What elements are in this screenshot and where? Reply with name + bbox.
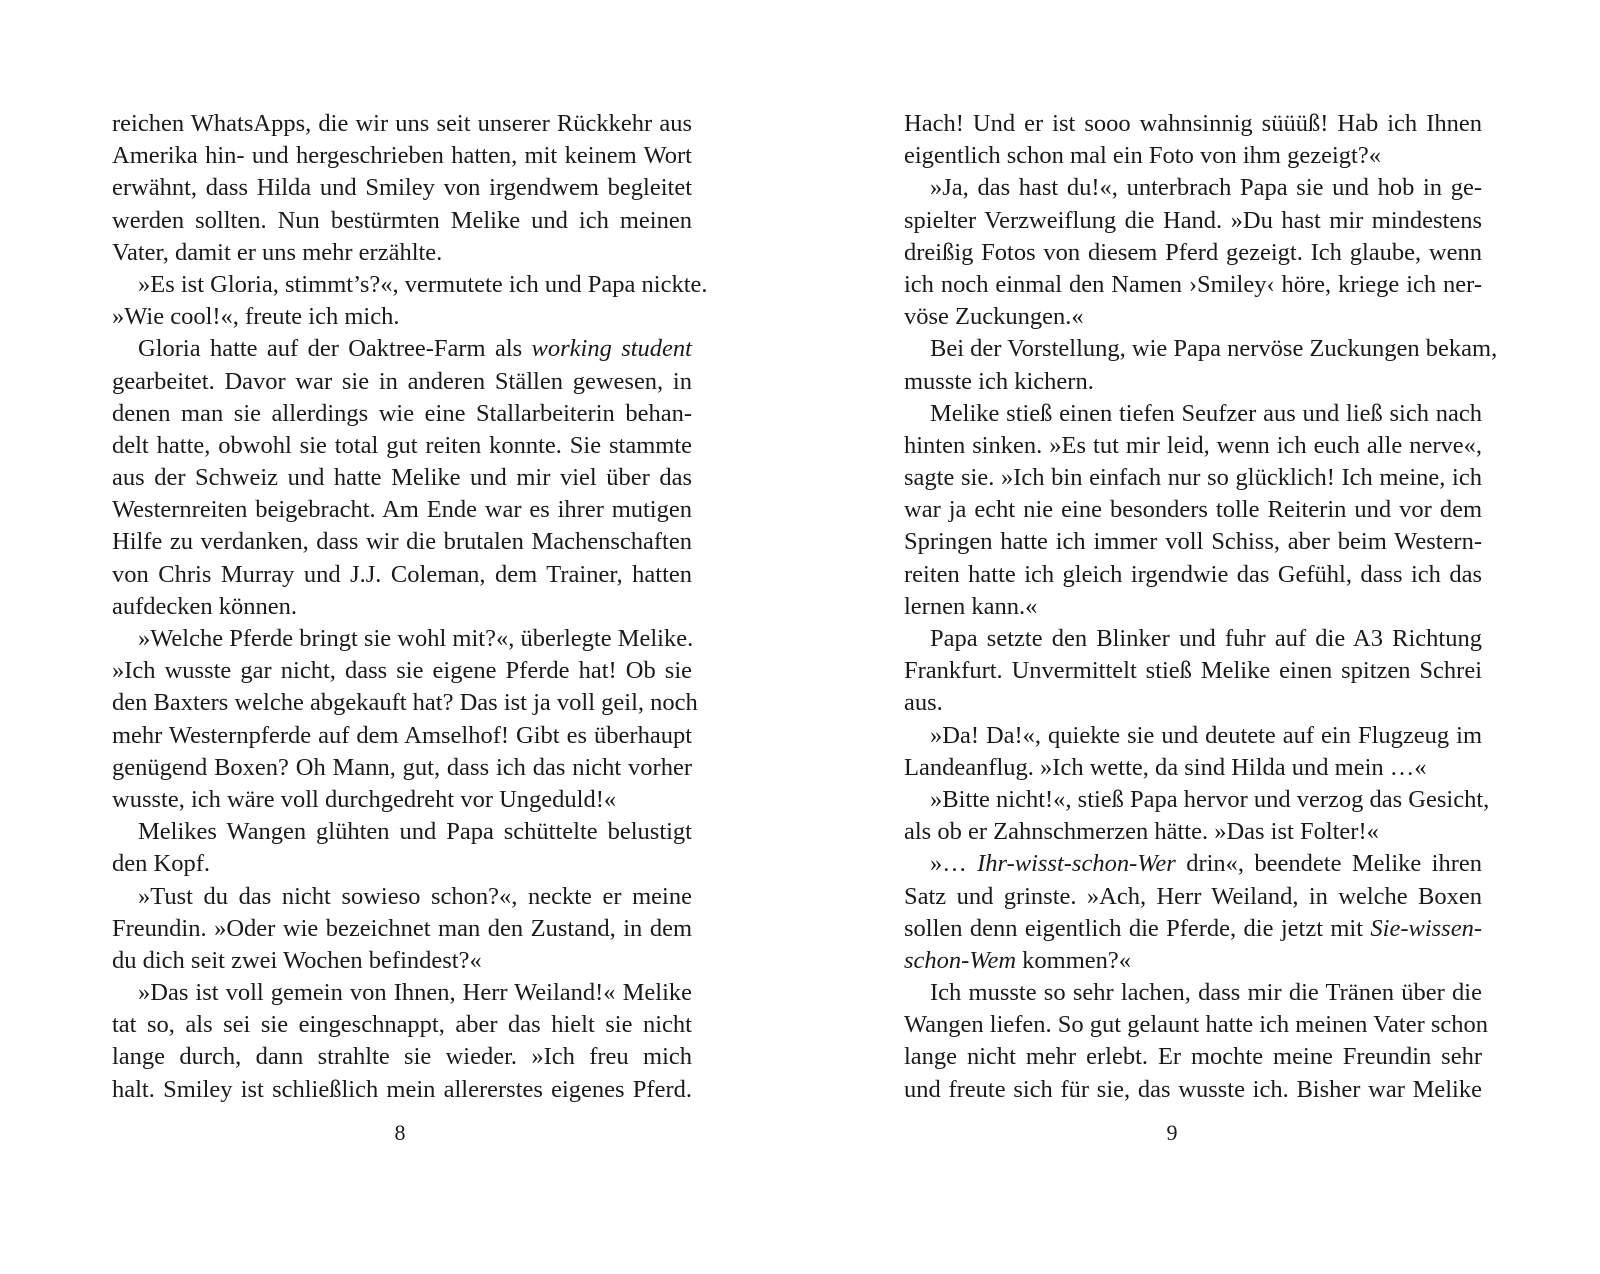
left-page-text	[112, 108, 708, 1106]
text-line: »Wie cool!«, freute ich mich.	[112, 303, 400, 331]
text-line: halt. Smiley ist schließlich mein allererstes eigenes Pferd.	[112, 1075, 692, 1103]
text-line: »Bitte nicht!«, stieß Papa hervor und verzog das Gesicht,	[930, 785, 1490, 813]
text-line: lange nicht mehr erlebt. Er mochte meine Freundin sehr	[904, 1043, 1482, 1071]
italic-text: Ihr-wisst-schon-Wer	[977, 850, 1176, 878]
text-line: Hach! Und er ist sooo wahnsinnig süüüß! Hab ich Ihnen	[904, 110, 1482, 137]
text-line: aus der Schweiz und hatte Melike und mir viel über das	[112, 464, 692, 492]
text-line: aus.	[904, 689, 943, 717]
text-line	[904, 848, 1482, 880]
text-run: kommen?«	[1016, 946, 1132, 974]
text-line: lernen kann.«	[904, 592, 1038, 620]
text-line: Landeanflug. »Ich wette, da sind Hilda und mein …«	[904, 753, 1427, 781]
text-line: reichen WhatsApps, die wir uns seit unserer Rückkehr aus	[112, 110, 692, 137]
text-line: Frankfurt. Unvermittelt stieß Melike einen spitzen Schrei	[904, 657, 1482, 685]
text-line: Amerika hin- und hergeschrieben hatten, mit keinem Wort	[112, 142, 692, 170]
text-line: »Es ist Gloria, stimmt’s?«, vermutete ich und Papa nickte.	[138, 270, 708, 298]
italic-text: Sie-wissen-	[1370, 914, 1482, 942]
text-line: sagte sie. »Ich bin einfach nur so glücklich! Ich meine, ich	[904, 464, 1482, 492]
text-line: »Welche Pferde bringt sie wohl mit?«, überlegte Melike.	[138, 625, 694, 652]
text-line: »Das ist voll gemein von Ihnen, Herr Weiland!« Melike	[138, 979, 692, 1007]
text-line: dreißig Fotos von diesem Pferd gezeigt. Ich glaube, wenn	[904, 238, 1482, 266]
text-run: Gloria hatte auf der Oaktree-Farm als	[138, 335, 532, 363]
text-line: werden sollten. Nun bestürmten Melike und ich meinen	[112, 206, 692, 234]
italic-text: working student	[531, 335, 692, 363]
text-run: »…	[930, 850, 978, 878]
text-line: gearbeitet. Davor war sie in anderen Ställen gewesen, in	[112, 367, 692, 395]
text-line: Springen hatte ich immer voll Schiss, aber beim Western-	[904, 528, 1482, 556]
text-line: »Tust du das nicht sowieso schon?«, neckte er meine	[138, 882, 692, 910]
text-line: Bei der Vorstellung, wie Papa nervöse Zuckungen bekam,	[930, 335, 1498, 363]
text-line: vöse Zuckungen.«	[904, 303, 1084, 331]
text-line: Melike stieß einen tiefen Seufzer aus und ließ sich nach	[930, 399, 1482, 427]
text-line: lange durch, dann strahlte sie wieder. »Ich freu mich	[112, 1043, 692, 1071]
text-line: »Ich wusste gar nicht, dass sie eigene Pferde hat! Ob sie	[112, 657, 692, 685]
text-run: drin«, beendete Melike ihren	[1175, 850, 1482, 878]
page-number: 9	[1166, 1120, 1178, 1145]
text-line: Ich musste so sehr lachen, dass mir die Tränen über die	[930, 979, 1482, 1007]
text-line: wusste, ich wäre voll durchgedreht vor Ungeduld!«	[112, 785, 617, 813]
text-line: Freundin. »Oder wie bezeichnet man den Zustand, in dem	[112, 914, 692, 942]
text-line	[904, 945, 1482, 977]
text-line: tat so, als sei sie eingeschnappt, aber das hielt sie nicht	[112, 1011, 692, 1039]
text-line: denen man sie allerdings wie eine Stallarbeiterin behan-	[112, 399, 692, 427]
text-line: und freute sich für sie, das wusste ich. Bisher war Melike	[904, 1075, 1482, 1103]
text-line: Westernreiten beigebracht. Am Ende war es ihrer mutigen	[112, 496, 692, 524]
text-line: erwähnt, dass Hilda und Smiley von irgendwem begleitet	[112, 174, 692, 202]
text-line	[112, 333, 692, 365]
text-line: »Da! Da!«, quiekte sie und deutete auf ein Flugzeug im	[930, 721, 1482, 749]
text-line: delt hatte, obwohl sie total gut reiten konnte. Sie stammte	[112, 431, 692, 459]
text-line: den Kopf.	[112, 850, 210, 878]
text-line: eigentlich schon mal ein Foto von ihm gezeigt?«	[904, 142, 1381, 170]
text-run: sollen denn eigentlich die Pferde, die jetzt mit	[904, 914, 1371, 942]
text-line: Hilfe zu verdanken, dass wir die brutalen Machenschaften	[112, 528, 692, 556]
right-page-text	[904, 108, 1498, 1106]
text-line: musste ich kichern.	[904, 367, 1094, 395]
text-line: »Ja, das hast du!«, unterbrach Papa sie und hob in ge-	[930, 174, 1482, 202]
text-line: hinten sinken. »Es tut mir leid, wenn ich euch alle nerve«,	[904, 431, 1482, 459]
italic-text: schon-Wem	[904, 946, 1017, 974]
text-line: aufdecken können.	[112, 592, 298, 620]
text-line: als ob er Zahnschmerzen hätte. »Das ist Folter!«	[904, 818, 1379, 846]
text-line: ich noch einmal den Namen ›Smiley‹ höre, kriege ich ner-	[904, 270, 1482, 298]
text-line: den Baxters welche abgekauft hat? Das ist ja voll geil, noch	[112, 689, 698, 717]
text-line: Wangen liefen. So gut gelaunt hatte ich meinen Vater schon	[904, 1011, 1489, 1039]
text-line	[904, 913, 1482, 945]
text-line: reiten hatte ich gleich irgendwie das Gefühl, dass ich das	[904, 560, 1482, 588]
page-number: 8	[394, 1120, 406, 1145]
text-line: Satz und grinste. »Ach, Herr Weiland, in welche Boxen	[904, 882, 1482, 910]
text-line: du dich seit zwei Wochen befindest?«	[112, 946, 482, 974]
text-line: Vater, damit er uns mehr erzählte.	[112, 238, 443, 266]
text-line: genügend Boxen? Oh Mann, gut, dass ich das nicht vorher	[112, 753, 692, 781]
text-line: mehr Westernpferde auf dem Amselhof! Gibt es überhaupt	[112, 721, 692, 749]
right-page	[800, 0, 1600, 1274]
text-line: Papa setzte den Blinker und fuhr auf die A3 Richtung	[930, 625, 1482, 652]
text-line: spielter Verzweiflung die Hand. »Du hast mir mindestens	[904, 206, 1482, 234]
text-line: von Chris Murray und J.J. Coleman, dem Trainer, hatten	[112, 560, 692, 588]
text-line: war ja echt nie eine besonders tolle Reiterin und vor dem	[904, 496, 1482, 524]
text-line: Melikes Wangen glühten und Papa schüttelte belustigt	[138, 818, 692, 846]
